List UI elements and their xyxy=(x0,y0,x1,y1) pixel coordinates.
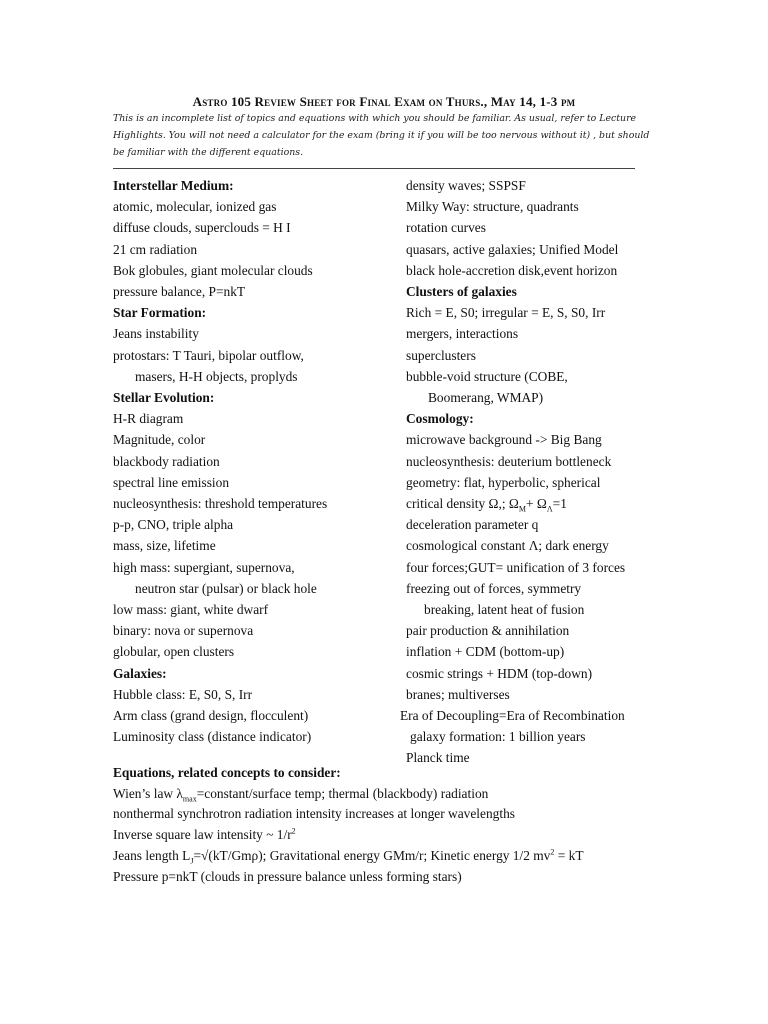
left-topic-line: nucleosynthesis: threshold temperatures xyxy=(113,496,328,512)
left-topic-line: globular, open clusters xyxy=(113,644,235,660)
right-topic-line: rotation curves xyxy=(406,220,486,236)
left-topic-line: diffuse clouds, superclouds = H I xyxy=(113,220,291,236)
equation-inverse-square: Inverse square law intensity ~ $1/r^2$ xyxy=(113,826,296,843)
left-topic-line: protostars: T Tauri, bipolar outflow, xyxy=(113,347,304,363)
left-topic-line: atomic, molecular, ionized gas xyxy=(113,199,277,215)
right-topic-line: superclusters xyxy=(406,347,476,363)
left-topic-line: Bok globules, giant molecular clouds xyxy=(113,262,313,278)
right-topic-line: Planck time xyxy=(406,750,470,766)
right-topic-line: galaxy formation: 1 billion years xyxy=(410,729,586,745)
left-section-heading: Star Formation: xyxy=(113,305,207,321)
equation-jeans: Jeans length $L_J=√(kT/Gm\rho)$; Gravitational energy GMm/r; Kinetic energy 1/2 $mv^2$ = kT xyxy=(113,847,584,866)
right-topic-line: mergers, interactions xyxy=(406,326,519,342)
equations-heading: Equations, related concepts to consider: xyxy=(113,765,341,780)
left-topic-line: Luminosity class (distance indicator) xyxy=(113,729,312,745)
right-topic-line: cosmological constant Λ; dark energy xyxy=(406,538,609,554)
right-section-heading: Cosmology: xyxy=(406,411,474,427)
left-section-heading: Galaxies: xyxy=(113,665,167,681)
right-topic-line: critical density Ω,; $\Omega_M+ \Omega_\Lambda=1$ xyxy=(406,496,567,514)
left-topic-line: H-R diagram xyxy=(113,411,184,427)
left-topic-line: spectral line emission xyxy=(113,474,230,490)
left-topic-line: blackbody radiation xyxy=(113,453,220,469)
left-topic-line: binary: nova or supernova xyxy=(113,623,254,639)
left-topic-line: Hubble class: E, S0, S, Irr xyxy=(113,686,253,702)
right-topic-line: deceleration parameter q xyxy=(406,517,539,533)
left-topic-line: 21 cm radiation xyxy=(113,241,198,257)
right-topic-line: branes; multiverses xyxy=(406,686,510,702)
left-topic-line: mass, size, lifetime xyxy=(113,538,216,554)
left-section-heading: Stellar Evolution: xyxy=(113,390,215,406)
left-topic-line: masers, H-H objects, proplyds xyxy=(135,368,298,384)
right-topic-line: quasars, active galaxies; Unified Model xyxy=(406,241,619,257)
right-topic-line: Rich = E, S0; irregular = E, S, S0, Irr xyxy=(406,305,606,321)
right-topic-line: bubble-void structure (COBE, xyxy=(406,368,568,384)
left-topic-line: high mass: supergiant, supernova, xyxy=(113,559,295,575)
left-topic-line: neutron star (pulsar) or black hole xyxy=(135,580,317,596)
equation-wien: Wien’s law $\lambda_{max}=constant$/surface temp; thermal (blackbody) radiation xyxy=(113,785,489,804)
left-topic-line: Magnitude, color xyxy=(113,432,206,448)
right-topic-line: breaking, latent heat of fusion xyxy=(424,602,585,618)
equation-pressure: Pressure p=nkT (clouds in pressure balance unless forming stars) xyxy=(113,868,462,884)
equations-section xyxy=(113,763,673,887)
right-topic-line: cosmic strings + HDM (top-down) xyxy=(406,665,593,681)
right-topic-line: Milky Way: structure, quadrants xyxy=(406,199,579,215)
right-section-heading: Clusters of galaxies xyxy=(406,284,517,300)
right-topic-line: four forces;GUT= unification of 3 forces xyxy=(406,559,626,575)
left-section-heading: Interstellar Medium: xyxy=(113,178,234,193)
left-topic-line: Arm class (grand design, flocculent) xyxy=(113,708,309,724)
left-topic-line: low mass: giant, white dwarf xyxy=(113,602,269,618)
page-title: Astro 105 Review Sheet for Final Exam on Thurs., May 14, 1-3 pm xyxy=(192,94,576,109)
right-topic-line: pair production & annihilation xyxy=(406,623,570,639)
equation-synchrotron: nonthermal synchrotron radiation intensity increases at longer wavelengths xyxy=(113,806,515,822)
right-topic-line: freezing out of forces, symmetry xyxy=(406,580,582,596)
divider xyxy=(113,168,635,169)
left-topic-line: p-p, CNO, triple alpha xyxy=(113,517,234,533)
left-topic-line: Jeans instability xyxy=(113,326,199,342)
right-topic-line: geometry: flat, hyperbolic, spherical xyxy=(406,474,601,490)
left-topic-line: pressure balance, P=nkT xyxy=(113,284,246,300)
right-topic-line: inflation + CDM (bottom-up) xyxy=(406,644,565,660)
right-topic-line: microwave background -> Big Bang xyxy=(406,432,602,448)
intro-note: This is an incomplete list of topics and equations with which you should be familiar. As usual, refer to Lecture Highlights. You will not need a calculator for the exam (bring it if you will be too nervous without it) , but should be familiar with the different equations. xyxy=(113,113,650,158)
right-topic-line: black hole-accretion disk,event horizon xyxy=(406,262,618,278)
right-topic-column xyxy=(400,175,676,769)
left-topic-column xyxy=(113,175,398,747)
right-topic-line: density waves; SSPSF xyxy=(406,178,526,193)
right-topic-line: Boomerang, WMAP) xyxy=(428,390,544,406)
right-topic-line: Era of Decoupling=Era of Recombination xyxy=(400,708,625,724)
right-topic-line: nucleosynthesis: deuterium bottleneck xyxy=(406,453,612,469)
